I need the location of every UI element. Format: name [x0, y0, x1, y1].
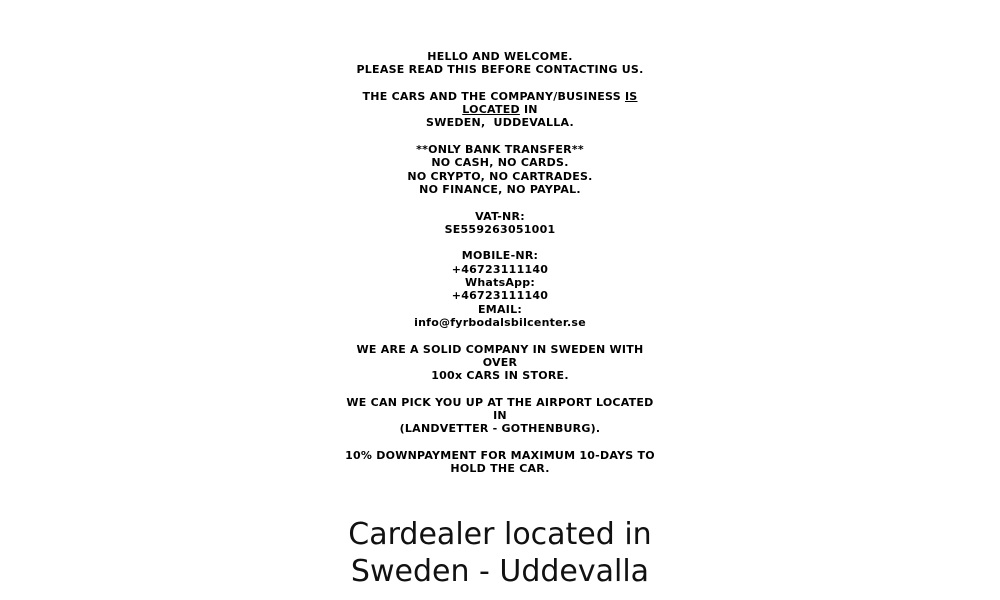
page-title-line: Cardealer located in — [348, 516, 652, 552]
text-segment: **ONLY BANK TRANSFER** — [416, 143, 584, 157]
text-segment: NO CRYPTO, NO CARTRADES. — [407, 169, 593, 183]
notice-line — [0, 263, 1000, 276]
text-segment: THE CARS AND THE COMPANY/BUSINESS — [362, 89, 625, 103]
text-segment: WE ARE A SOLID COMPANY IN SWEDEN WITH — [356, 342, 644, 356]
underlined-text: IS — [624, 89, 638, 103]
underlined-text: LOCATED — [462, 103, 520, 117]
notice-line — [0, 116, 1000, 129]
text-segment: +46723111140 — [451, 262, 549, 276]
text-segment: MOBILE-NR: — [461, 249, 539, 263]
notice-line — [0, 449, 1000, 462]
page-title — [0, 516, 1000, 590]
notice-line — [0, 316, 1000, 329]
notice-line — [0, 50, 1000, 63]
text-segment: 100x CARS IN STORE. — [431, 369, 569, 383]
notice-line — [0, 289, 1000, 302]
text-segment: HELLO AND WELCOME. — [427, 50, 573, 63]
notice-line — [0, 170, 1000, 183]
notice-line — [0, 343, 1000, 356]
text-segment: WhatsApp: — [464, 276, 536, 290]
text-segment: OVER — [482, 355, 518, 369]
text-segment: WE CAN PICK YOU UP AT THE AIRPORT LOCATED — [346, 395, 654, 409]
text-segment: info@fyrbodalsbilcenter.se — [414, 315, 586, 329]
notice-paragraph-airport-pickup — [0, 396, 1000, 436]
text-segment: SWEDEN, UDDEVALLA. — [426, 116, 574, 130]
notice-line — [0, 249, 1000, 262]
text-segment: HOLD THE CAR. — [450, 462, 550, 476]
notice-line — [0, 103, 1000, 116]
notice-line — [0, 223, 1000, 236]
notice-line — [0, 422, 1000, 435]
notice-line — [0, 156, 1000, 169]
notice-paragraph-payment-rules — [0, 143, 1000, 196]
text-segment: NO CASH, NO CARDS. — [431, 156, 569, 170]
notice-paragraph-downpayment — [0, 449, 1000, 476]
notice-paragraph-welcome — [0, 50, 1000, 77]
notice-paragraph-company-size — [0, 343, 1000, 383]
notice-line — [0, 143, 1000, 156]
text-segment: SE559263051001 — [444, 222, 556, 236]
text-segment: PLEASE READ THIS BEFORE CONTACTING US. — [356, 63, 644, 77]
text-segment: IN — [519, 103, 538, 117]
text-segment: NO FINANCE, NO PAYPAL. — [419, 182, 581, 196]
text-segment: +46723111140 — [451, 289, 549, 303]
notice-line — [0, 396, 1000, 409]
page-title-line: Sweden - Uddevalla — [350, 553, 650, 589]
notice-line — [0, 369, 1000, 382]
notice-line — [0, 210, 1000, 223]
text-segment: 10% DOWNPAYMENT FOR MAXIMUM 10-DAYS TO — [345, 448, 655, 462]
text-segment: EMAIL: — [478, 302, 522, 316]
notice-paragraph-contact — [0, 249, 1000, 329]
notice-line — [0, 276, 1000, 289]
text-segment: IN — [493, 409, 507, 423]
notice-paragraph-location — [0, 90, 1000, 130]
notice-line — [0, 356, 1000, 369]
text-segment: (LANDVETTER - GOTHENBURG). — [399, 422, 601, 436]
notice-line — [0, 90, 1000, 103]
notice-line — [0, 303, 1000, 316]
text-segment: VAT-NR: — [475, 209, 525, 223]
notice-line — [0, 63, 1000, 76]
notice-line — [0, 409, 1000, 422]
notice-line — [0, 462, 1000, 475]
notice-paragraph-vat — [0, 210, 1000, 237]
notice-line — [0, 183, 1000, 196]
